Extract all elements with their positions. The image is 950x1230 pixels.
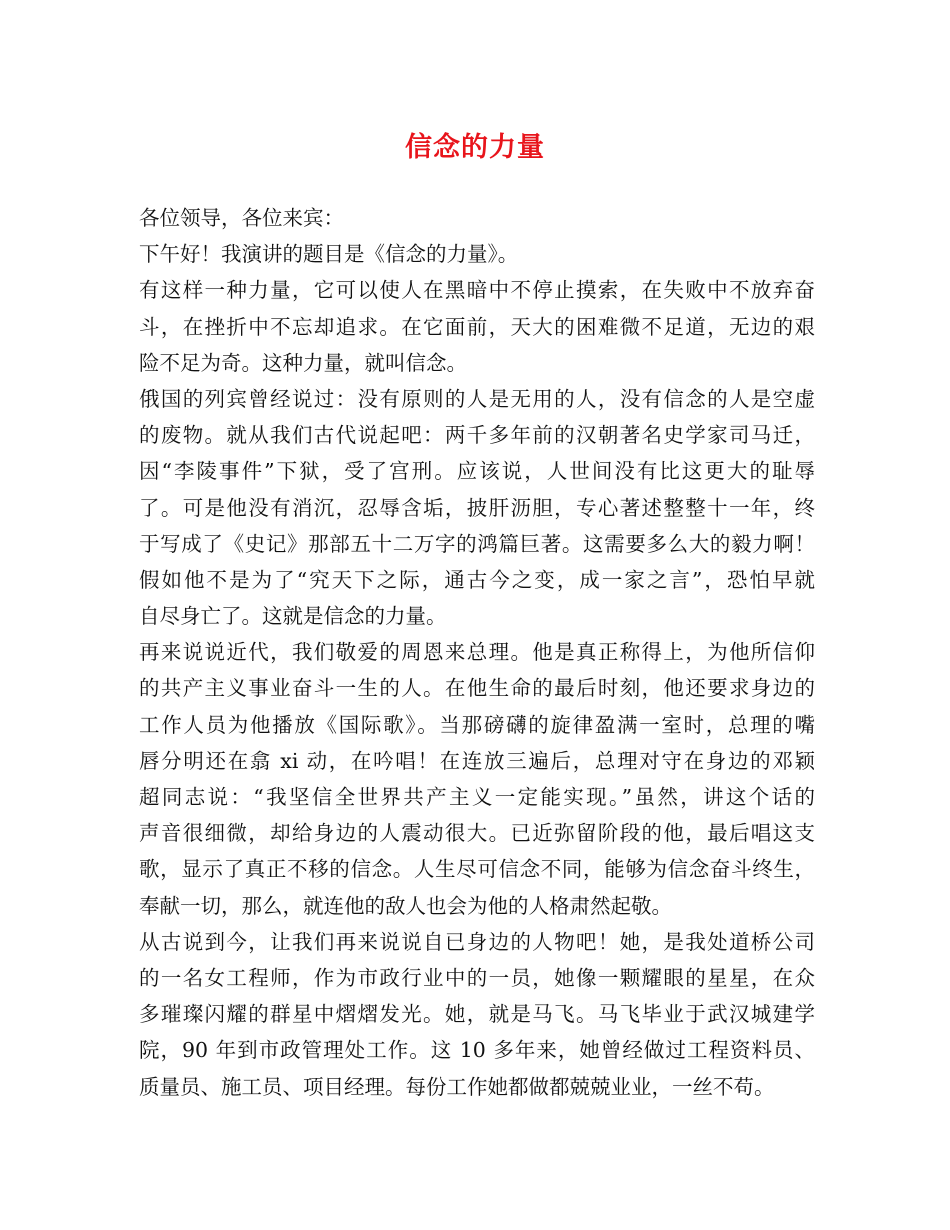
text-line: 的共产主义事业奋斗一生的人。在他生命的最后时刻，他还要求身边的 [139,676,815,701]
text-line: 再来说说近代，我们敬爱的周恩来总理。他是真正称得上，为他所信仰 [139,640,815,665]
text-line: 有这样一种力量，它可以使人在黑暗中不停止摸索，在失败中不放弃奋 [139,278,815,303]
text-line: 假如他不是为了“究天下之际，通古今之变，成一家之言”，恐怕早就 [139,567,815,592]
text-line: 奉献一切，那么，就连他的敌人也会为他的人格肃然起敬。 [139,893,672,918]
text-line: 俄国的列宾曾经说过：没有原则的人是无用的人，没有信念的人是空虚 [139,386,815,411]
text-line: 从古说到今，让我们再来说说自已身边的人物吧！她，是我处道桥公司 [139,929,815,954]
text-line: 于写成了《史记》那部五十二万字的鸿篇巨著。这需要多么大的毅力啊！ [139,531,815,556]
text-line: 声音很细微，却给身边的人震动很大。已近弥留阶段的他，最后唱这支 [139,821,815,846]
text-line: 的一名女工程师，作为市政行业中的一员，她像一颗耀眼的星星，在众 [139,965,815,990]
text-line: 工作人员为他播放《国际歌》。当那磅礴的旋律盈满一室时，总理的嘴 [139,712,815,737]
text-line: 多璀璨闪耀的群星中熠熠发光。她，就是马飞。马飞毕业于武汉城建学 [139,1002,815,1027]
text-line: 质量员、施工员、项目经理。每份工作她都做都兢兢业业，一丝不苟。 [139,1074,775,1099]
text-line: 院，90 年到市政管理处工作。这 10 多年来，她曾经做过工程资料员、 [139,1038,815,1063]
text-line: 唇分明还在翕 xi 动，在吟唱！在连放三遍后，总理对守在身边的邓颖 [139,748,815,773]
text-line: 斗，在挫折中不忘却追求。在它面前，天大的困难微不足道，无边的艰 [139,314,815,339]
text-line: 险不足为奇。这种力量，就叫信念。 [139,350,467,375]
text-line: 下午好！我演讲的题目是《信念的力量》。 [139,242,519,267]
text-line: 各位领导，各位来宾： [139,206,344,230]
text-line: 超同志说：“我坚信全世界共产主义一定能实现。”虽然，讲这个话的 [139,785,815,809]
text-line: 自尽身亡了。这就是信念的力量。 [139,604,447,629]
document-title: 信念的力量 [405,132,545,163]
document-body [139,200,815,1105]
text-line: 歌，显示了真正不移的信念。人生尽可信念不同，能够为信念奋斗终生， [139,857,815,882]
text-line: 因“李陵事件”下狱，受了宫刑。应该说，人世间没有比这更大的耻辱 [139,459,815,484]
text-line: 的废物。就从我们古代说起吧：两千多年前的汉朝著名史学家司马迁， [139,423,815,448]
text-line: 了。可是他没有消沉，忍辱含垢，披肝沥胆，专心著述整整十一年，终 [139,495,815,520]
